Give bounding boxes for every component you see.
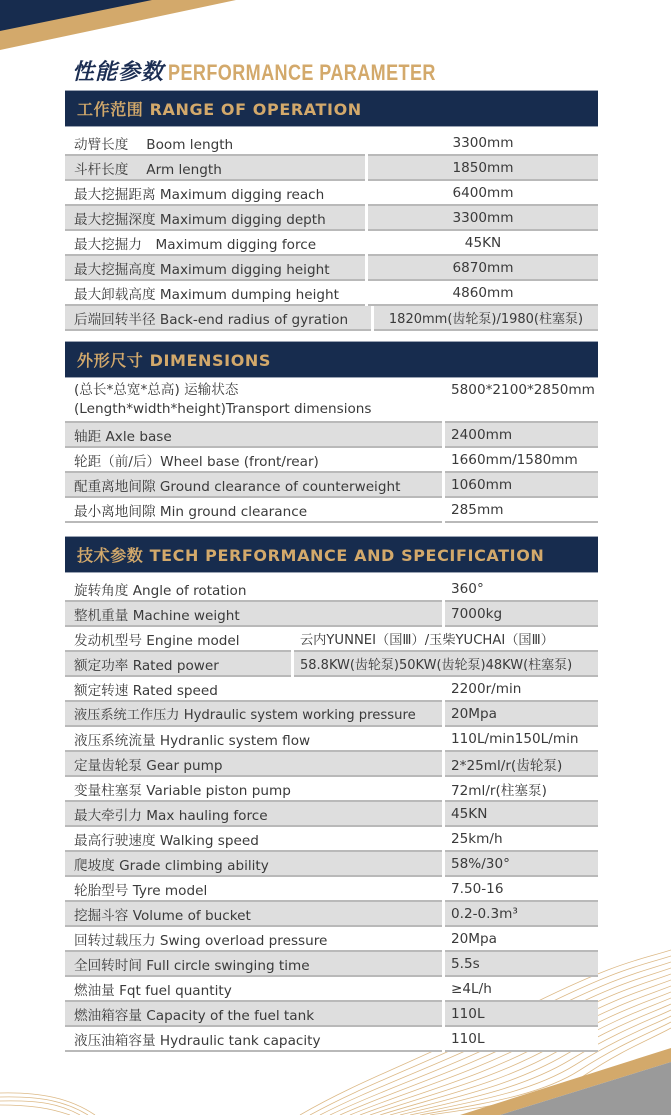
table-row: [65, 423, 598, 448]
row-value: 0.2-0.3m³: [445, 902, 598, 927]
tech-performance-section: [65, 536, 598, 1052]
table-row: [65, 877, 598, 902]
section-header-tech: [65, 536, 598, 573]
row-value: 6400mm: [368, 181, 598, 206]
table-row: [65, 498, 598, 523]
row-value: 2400mm: [445, 423, 598, 448]
row-label: 变量柱塞泵 Variable piston pump: [65, 777, 442, 802]
row-value: 7000kg: [445, 602, 598, 627]
row-label: 回转过载压力 Swing overload pressure: [65, 927, 442, 952]
row-value: 110L: [445, 1002, 598, 1027]
section-header-range: [65, 90, 598, 127]
row-value: 110L/min150L/min: [445, 727, 598, 752]
row-label: 配重离地间隙 Ground clearance of counterweight: [65, 473, 442, 498]
row-value: 2*25ml/r(齿轮泵): [445, 752, 598, 777]
row-label: 动臂长度 Boom length: [65, 131, 365, 156]
row-value: 25km/h: [445, 827, 598, 852]
row-label: 最小离地间隙 Min ground clearance: [65, 498, 442, 523]
table-row: [65, 902, 598, 927]
dimensions-section: [65, 341, 598, 523]
row-value: 3300mm: [368, 206, 598, 231]
table-row: [65, 652, 598, 677]
row-label: 液压油箱容量 Hydraulic tank capacity: [65, 1027, 442, 1052]
row-label: 挖掘斗容 Volume of bucket: [65, 902, 442, 927]
table-row: [65, 131, 598, 156]
row-value: 云内YUNNEI（国Ⅲ）/玉柴YUCHAI（国Ⅲ）: [294, 627, 598, 652]
row-label: 最高行驶速度 Walking speed: [65, 827, 442, 852]
table-row: [65, 777, 598, 802]
range-of-operation-section: [65, 90, 598, 331]
row-value: 20Mpa: [445, 927, 598, 952]
table-row: [65, 181, 598, 206]
row-label: 轮距（前/后）Wheel base (front/rear): [65, 448, 442, 473]
table-row: [65, 627, 598, 652]
row-value: 45KN: [368, 231, 598, 256]
table-row: [65, 927, 598, 952]
row-label: 全回转时间 Full circle swinging time: [65, 952, 442, 977]
page-title: [72, 56, 495, 86]
row-label: 发动机型号 Engine model: [65, 627, 291, 652]
table-row: [65, 378, 598, 423]
table-row: [65, 577, 598, 602]
row-value: 7.50-16: [445, 877, 598, 902]
section-header-dimensions: [65, 341, 598, 378]
row-label: 整机重量 Machine weight: [65, 602, 442, 627]
row-label: 最大挖掘深度 Maximum digging depth: [65, 206, 365, 231]
row-label: 轴距 Axle base: [65, 423, 442, 448]
row-value: 3300mm: [368, 131, 598, 156]
row-label: [65, 378, 442, 423]
row-label: 轮胎型号 Tyre model: [65, 877, 442, 902]
row-label: 旋转角度 Angle of rotation: [65, 577, 442, 602]
row-value: 1060mm: [445, 473, 598, 498]
table-row: [65, 1027, 598, 1052]
section-header-label: 外形尺寸 DIMENSIONS: [77, 351, 272, 370]
row-value: 58%/30°: [445, 852, 598, 877]
table-row: [65, 602, 598, 627]
table-row: [65, 702, 598, 727]
row-label: 额定转速 Rated speed: [65, 677, 442, 702]
row-value: 45KN: [445, 802, 598, 827]
table-row: [65, 677, 598, 702]
row-label: 额定功率 Rated power: [65, 652, 291, 677]
table-row: [65, 156, 598, 181]
row-label: 定量齿轮泵 Gear pump: [65, 752, 442, 777]
table-row: [65, 306, 598, 331]
row-value: 5800*2100*2850mm: [445, 378, 598, 423]
table-row: [65, 952, 598, 977]
row-label: 液压系统流量 Hydranlic system flow: [65, 727, 442, 752]
table-row: [65, 727, 598, 752]
row-label: 最大挖掘力 Maximum digging force: [65, 231, 365, 256]
row-value: 5.5s: [445, 952, 598, 977]
row-value: 20Mpa: [445, 702, 598, 727]
section-header-label: 技术参数 TECH PERFORMANCE AND SPECIFICATION: [77, 546, 545, 565]
row-value: 4860mm: [368, 281, 598, 306]
row-value: 72ml/r(柱塞泵): [445, 777, 598, 802]
row-value: 360°: [445, 577, 598, 602]
row-value: 1660mm/1580mm: [445, 448, 598, 473]
row-value: ≥4L/h: [445, 977, 598, 1002]
row-label: 最大挖掘高度 Maximum digging height: [65, 256, 365, 281]
row-label: 最大牵引力 Max hauling force: [65, 802, 442, 827]
row-label: 最大卸载高度 Maximum dumping height: [65, 281, 365, 306]
table-row: [65, 448, 598, 473]
page-title-cn: 性能参数: [72, 60, 165, 85]
row-value: 1820mm(齿轮泵)/1980(柱塞泵): [374, 306, 598, 331]
table-row: [65, 852, 598, 877]
table-row: [65, 256, 598, 281]
row-label: 爬坡度 Grade climbing ability: [65, 852, 442, 877]
table-row: [65, 827, 598, 852]
row-label: 燃油量 Fqt fuel quantity: [65, 977, 442, 1002]
table-row: [65, 752, 598, 777]
row-label: 液压系统工作压力 Hydraulic system working pressure: [65, 702, 442, 727]
table-row: [65, 206, 598, 231]
row-value: 2200r/min: [445, 677, 598, 702]
table-row: [65, 281, 598, 306]
table-row: [65, 1002, 598, 1027]
row-value: 6870mm: [368, 256, 598, 281]
row-value: 110L: [445, 1027, 598, 1052]
row-value: 58.8KW(齿轮泵)50KW(齿轮泵)48KW(柱塞泵): [294, 652, 598, 677]
table-row: [65, 802, 598, 827]
row-label: 最大挖掘距离 Maximum digging reach: [65, 181, 365, 206]
row-value: 285mm: [445, 498, 598, 523]
row-label-line2: (Length*width*height)Transport dimensions: [74, 401, 372, 417]
row-label: 斗杆长度 Arm length: [65, 156, 365, 181]
table-row: [65, 977, 598, 1002]
page-title-en: PERFORMANCE PARAMETER: [168, 60, 436, 85]
row-value: 1850mm: [368, 156, 598, 181]
row-label: 后端回转半径 Back-end radius of gyration: [65, 306, 371, 331]
table-row: [65, 231, 598, 256]
row-label-line1: (总长*总宽*总高) 运输状态: [74, 382, 239, 398]
section-header-label: 工作范围 RANGE OF OPERATION: [77, 100, 362, 119]
table-row: [65, 473, 598, 498]
row-label: 燃油箱容量 Capacity of the fuel tank: [65, 1002, 442, 1027]
